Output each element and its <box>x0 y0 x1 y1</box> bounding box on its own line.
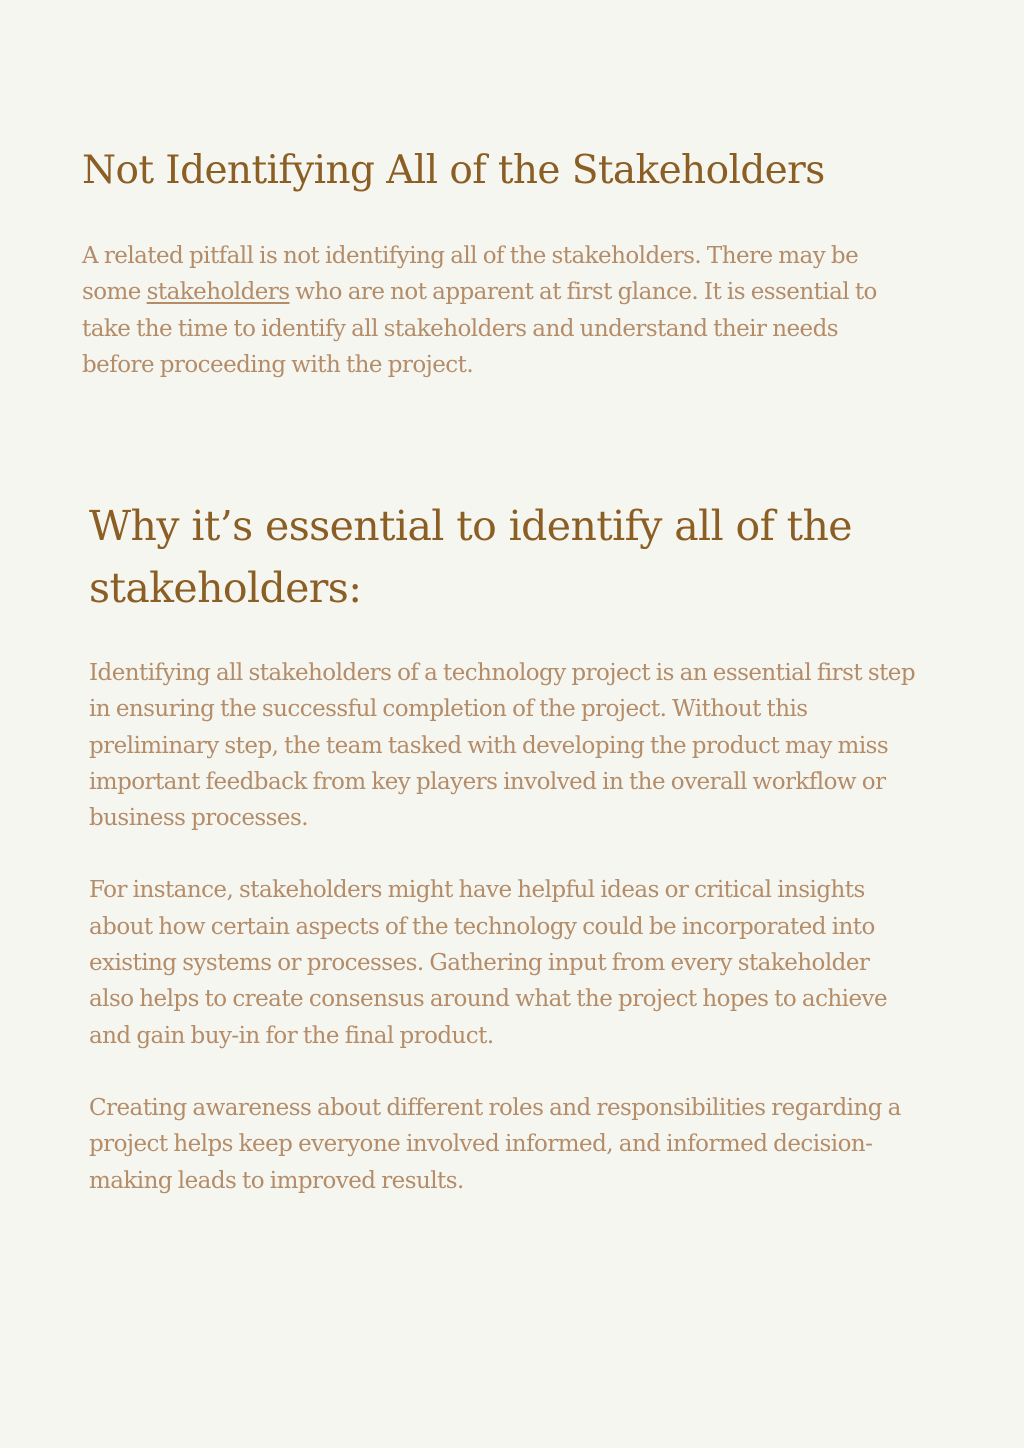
stakeholders-link[interactable]: stakeholders <box>146 279 290 306</box>
section-paragraph: Creating awareness about different roles and responsibilities regarding a project helps keep everyone involved informed, and informed decision-making leads to improved results. <box>89 1094 901 1194</box>
section-paragraph: Identifying all stakeholders of a technology project is an essential first step in ensuring the successful completion of the project. Without this preliminary step, the team tasked with developing the product may miss important feedback from key players involved in the overall workflow or business processes. <box>89 660 915 832</box>
paragraph-text-before-link: A related pitfall is not identifying all of the stakeholders. There may be some <box>82 243 859 306</box>
section-heading: Not Identifying All of the Stakeholders <box>82 148 825 193</box>
paragraph-text-after-link: who are not apparent at first glance. It is essential to take the time to identify all stakeholders and understand their needs before proceeding with the project. <box>82 279 877 378</box>
section-heading: Why it’s essential to identify all of the stakeholders: <box>89 502 852 612</box>
section-why-essential <box>89 495 929 1199</box>
section-paragraph <box>82 238 912 383</box>
section-not-identifying-stakeholders <box>82 140 922 383</box>
section-paragraph: For instance, stakeholders might have helpful ideas or critical insights about how certain aspects of the technology could be incorporated into existing systems or processes. Gathering input from every stakeholder also helps to create consensus around what the project hopes to achieve and gain buy-in for the final product. <box>89 877 888 1049</box>
